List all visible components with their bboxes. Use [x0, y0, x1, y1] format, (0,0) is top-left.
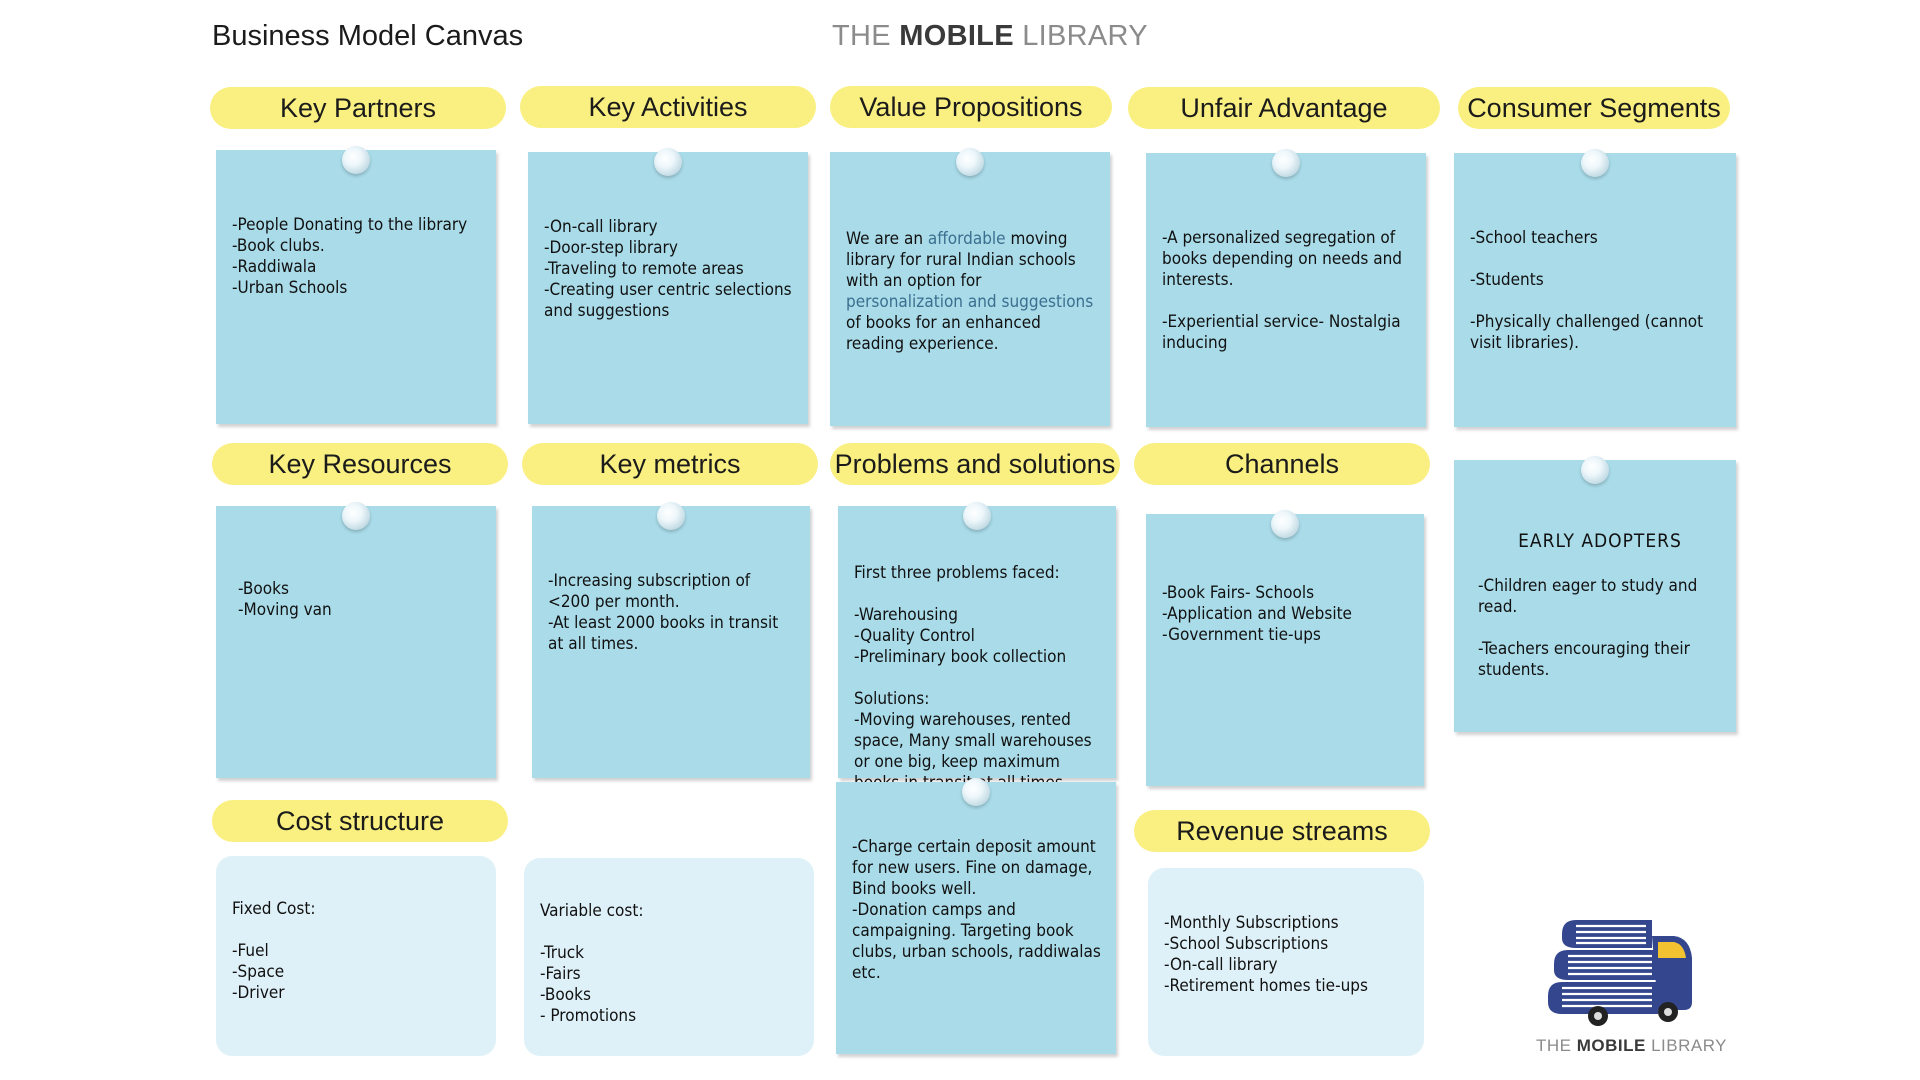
key-activities-text: -On-call library -Door-step library -Traveling to remote areas -Creating user centric selections and suggestions: [544, 217, 792, 321]
vp-highlight-affordable: affordable: [927, 229, 1006, 249]
pushpin-icon: [342, 146, 370, 174]
pushpin-icon: [963, 502, 991, 530]
problems-solutions-cont-note: [836, 782, 1116, 1054]
footer-brand-mid: MOBILE: [1576, 1036, 1646, 1055]
vp-text-3: of books for an enhanced reading experience.: [846, 313, 1041, 354]
footer-brand-suffix: LIBRARY: [1645, 1036, 1728, 1055]
key-activities-note: [528, 152, 808, 424]
brand-suffix: LIBRARY: [1013, 20, 1148, 52]
brand-prefix: THE: [832, 20, 900, 52]
vp-highlight-personalization: personalization and suggestions: [846, 292, 1094, 312]
revenue-streams-header: Revenue streams: [1134, 810, 1430, 852]
pushpin-icon: [1271, 510, 1299, 538]
pushpin-icon: [962, 778, 990, 806]
channels-text: -Book Fairs- Schools -Application and Website -Government tie-ups: [1162, 583, 1352, 645]
unfair-advantage-text: -A personalized segregation of books depending on needs and interests. -Experiential service- Nostalgia inducing: [1162, 228, 1403, 353]
key-resources-note: [216, 506, 496, 778]
pushpin-icon: [342, 502, 370, 530]
consumer-segments-header: Consumer Segments: [1458, 87, 1730, 129]
variable-cost-text: Variable cost: -Truck -Fairs -Books - Promotions: [540, 901, 644, 1026]
vp-text-2: moving library for rural Indian schools with an option for: [846, 229, 1076, 291]
problems-solutions-text: First three problems faced: -Warehousing -Quality Control -Preliminary book collection Solutions: -Moving warehouses, rented space, Many small warehouses or one big, keep maximum: [854, 563, 1092, 772]
footer-brand-prefix: THE: [1536, 1036, 1577, 1055]
channels-note: [1146, 514, 1424, 786]
key-activities-header: Key Activities: [520, 86, 816, 128]
revenue-streams-text: -Monthly Subscriptions -School Subscriptions -On-call library -Retirement homes tie-ups: [1164, 913, 1368, 996]
pushpin-icon: [956, 148, 984, 176]
brand-mid: MOBILE: [899, 20, 1014, 52]
page-title: Business Model Canvas: [212, 20, 524, 52]
key-metrics-note: [532, 506, 810, 778]
value-propositions-header: Value Propositions: [830, 86, 1112, 128]
fixed-cost-card: [216, 856, 496, 1056]
key-partners-header: Key Partners: [210, 87, 506, 129]
cost-structure-header: Cost structure: [212, 800, 508, 842]
early-adopters-title: EARLY ADOPTERS: [1518, 530, 1682, 552]
revenue-streams-card: [1148, 868, 1424, 1056]
early-adopters-note: [1454, 460, 1736, 732]
unfair-advantage-note: [1146, 153, 1426, 427]
channels-header: Channels: [1134, 443, 1430, 485]
pushpin-icon: [1581, 456, 1609, 484]
pushpin-icon: [1272, 149, 1300, 177]
key-partners-text: -People Donating to the library -Book clubs. -Raddiwala -Urban Schools: [232, 215, 468, 298]
unfair-advantage-header: Unfair Advantage: [1128, 87, 1440, 129]
pushpin-icon: [1581, 149, 1609, 177]
problems-solutions-note: [838, 506, 1116, 778]
problems-solutions-cont-text: -Charge certain deposit amount for new users. Fine on damage, Bind books well. -Donation camps and campaigning. Targeting book clubs, urban schools, raddiwalas etc.: [852, 837, 1101, 983]
brand-heading: [832, 20, 1148, 53]
vp-text-1: We are an: [846, 229, 928, 249]
key-resources-text: -Books -Moving van: [238, 579, 332, 620]
consumer-segments-text: -School teachers -Students -Physically challenged (cannot visit libraries).: [1470, 228, 1704, 353]
key-partners-note: [216, 150, 496, 424]
key-metrics-header: Key metrics: [522, 443, 818, 485]
variable-cost-card: [524, 858, 814, 1056]
problems-solutions-header: Problems and solutions: [830, 443, 1120, 485]
consumer-segments-note: [1454, 153, 1736, 427]
mobile-library-logo-icon: [1540, 910, 1700, 1030]
pushpin-icon: [654, 148, 682, 176]
key-resources-header: Key Resources: [212, 443, 508, 485]
early-adopters-text: -Children eager to study and read. -Teachers encouraging their students.: [1478, 576, 1698, 680]
brand-footer: [1536, 1036, 1727, 1056]
pushpin-icon: [657, 502, 685, 530]
fixed-cost-text: Fixed Cost: -Fuel -Space -Driver: [232, 899, 316, 1003]
key-metrics-text: -Increasing subscription of <200 per month. -At least 2000 books in transit at all times.: [548, 571, 779, 654]
value-propositions-note: [830, 152, 1110, 426]
